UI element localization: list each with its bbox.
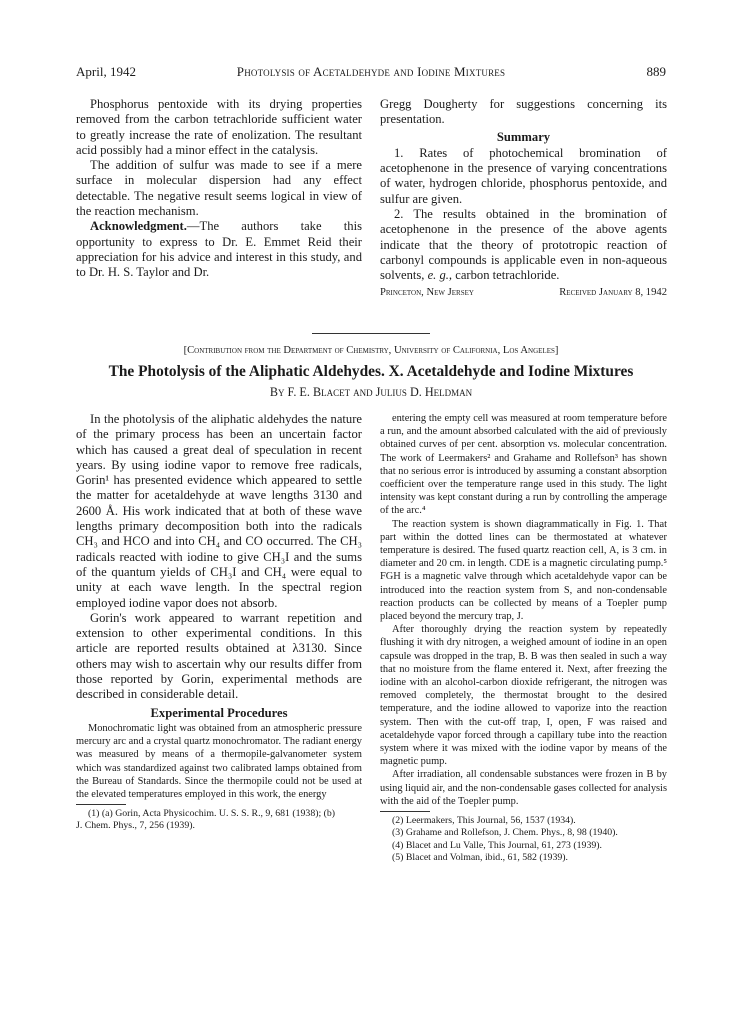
left-column <box>76 412 362 833</box>
paragraph: Gorin's work appeared to warrant repetition and extension to other experimental conditions. In this article are reported results obtained at λ3130. Since others may wish to ascertain why our results differ from those reported by Gorin, experimental methods are described in considerable detail. <box>76 610 362 702</box>
prev-article-right-column <box>380 97 667 300</box>
paragraph: The addition of sulfur was made to see if a mere surface in molecular dispersion had any effect detectable. The negative result seems logical in view of the reaction mechanism. <box>76 158 362 219</box>
footnote-4: (4) Blacet and Lu Valle, This Journal, 61, 273 (1939). <box>392 839 602 851</box>
summary-item-1: 1. Rates of photochemical bromination of acetophenone in the presence of varying concentrations of water, hydrogen chloride, phosphorus pentoxide, and sulfur are given. <box>380 145 667 206</box>
footnote-rule <box>76 804 126 805</box>
right-column-body <box>380 412 667 808</box>
article-separator <box>312 333 430 334</box>
acknowledgment <box>76 219 362 280</box>
summary-heading: Summary <box>496 129 551 144</box>
footnote-1: (1) (a) Gorin, Acta Physicochim. U. S. S. R., 9, 681 (1938); (b) <box>88 808 336 820</box>
prev-article-left-column <box>76 97 362 281</box>
summary-item-2-text: 2. The results obtained in the bromination of acetophenone in the presence of the above agents indicate that the theory of prototropic reaction of carbonyl compounds is applicable even in non-aqueous solvents, <box>380 207 667 283</box>
acknowledgment-heading: Acknowledgment. <box>90 219 187 234</box>
paragraph: Gregg Dougherty for suggestions concerning its presentation. <box>380 97 667 127</box>
summary-item-2-end: carbon tetrachloride. <box>455 268 560 283</box>
paragraph: Phosphorus pentoxide with its drying properties removed from the carbon tetrachloride sufficient water to greatly increase the rate of enolization. The resultant acid possibly had a minor effect in the catalysis. <box>76 97 362 157</box>
paragraph: After thoroughly drying the reaction system by repeatedly flushing it with dry nitrogen, a weighed amount of iodine in an open capsule was dropped in the trap, B. B was then sealed in such a way that no moisture from the flame entered it. Next, after freezing the iodine with an alcohol-carbon dioxide refrigerant, the nitrogen was removed completely, the thermostat brought to the desired temperature, and the iodine allowed to vaporize into the reaction system. Then with the cut-off trap, I, open, F was raised and acetaldehyde vapor forced through a capillary tube into the reaction system where it was mixed with the iodine vapor by means of the magnetic pump. <box>380 624 667 768</box>
paragraph: Monochromatic light was obtained from an atmospheric pressure mercury arc and a crystal quartz monochromator. The radiant energy was measured by means of a thermopile-galvanometer system which was standardized against two calibrated lamps obtained from the Bureau of Standards. Since the thermopile could not be used at the elevated temperatures employed in this work, the energy <box>76 722 362 800</box>
paragraph: entering the empty cell was measured at room temperature before a run, and the amount absorbed calculated with the aid of previously obtained curves of per cent. absorption vs. molecular concentration. The work of Leermakers² and Grahame and Rollefson³ has shown that no serious error is introduced by assuming a constant absorption coefficient over the temperature range used in this study. The light intensity was kept constant during a run by controlling the amperage of the arc.⁴ <box>380 413 667 517</box>
paragraph: In the photolysis of the aliphatic aldehydes the nature of the primary process has been an uncertain factor which has caused a great deal of speculation in recent years. By using iodine vapor to remove free radicals, Gorin¹ has presented evidence which appeared to settle the matter for acetaldehyde at wave lengths 3130 and 2600 Å. His work indicated that at both of these wave lengths primary decomposition both into the radicals CH₃ and HCO and into CH₄ and CO occurred. The CH₃ radicals reacted with iodine to give CH₃I and the sums of the quantum yields of CH₃I and CH₄ were equal to unity at each wave length. In the spectral region employed iodine vapor does not absorb. <box>76 412 362 610</box>
footnote-5: (5) Blacet and Volman, ibid., 61, 582 (1939). <box>392 851 568 863</box>
footnote-3: (3) Grahame and Rollefson, J. Chem. Phys., 8, 98 (1940). <box>392 827 618 839</box>
contribution-line: [Contribution from the Department of Chemistry, University of California, Los Angeles] <box>183 345 559 356</box>
header-running-title: Photolysis of Acetaldehyde and Iodine Mixtures <box>236 64 506 79</box>
summary-item-2-eg: e. g., <box>427 268 453 283</box>
footnote-rule <box>380 811 430 812</box>
article-title: The Photolysis of the Aliphatic Aldehydes. X. Acetaldehyde and Iodine Mixtures <box>108 363 634 380</box>
acknowledgment-text: —The authors take this opportunity to express to Dr. E. Emmet Reid their appreciation for his advice and interest in this study, and to Dr. H. S. Taylor and Dr. <box>76 219 362 280</box>
footnote-1-cont: J. Chem. Phys., 7, 256 (1939). <box>76 820 195 832</box>
footnotes-right <box>380 815 667 864</box>
summary-item-2 <box>380 207 667 283</box>
received-date: Received January 8, 1942 <box>559 286 667 298</box>
experimental-text <box>76 722 362 801</box>
running-header <box>76 64 666 82</box>
byline: By F. E. Blacet and Julius D. Heldman <box>269 385 473 399</box>
section-heading: Experimental Procedures <box>150 705 288 720</box>
paragraph: The reaction system is shown diagrammatically in Fig. 1. That part within the dotted lines can be thermostated at whatever temperature is desired. The fused quartz reaction cell, A, is 3 cm. in diameter and 20 cm. in length. CDE is a magnetic circulating pump.⁵ FGH is a magnetic valve through which acetaldehyde vapor can be introduced into the reaction system from S, and non-condensable reaction products can be collected by means of a Toepler pump placed beyond the mercury trap, J. <box>380 518 667 623</box>
header-date: April, 1942 <box>76 64 136 79</box>
location: Princeton, New Jersey <box>380 286 474 298</box>
header-page-number: 889 <box>646 64 666 79</box>
right-column <box>380 412 667 864</box>
left-column-body <box>76 412 362 721</box>
paragraph: After irradiation, all condensable substances were frozen in B by using liquid air, and the non-condensable gases collected for analysis with the aid of the Toepler pump. <box>380 769 667 807</box>
footnotes-left <box>76 808 362 832</box>
affiliation-line <box>380 285 667 300</box>
footnote-2: (2) Leermakers, This Journal, 56, 1537 (1934). <box>392 815 576 827</box>
